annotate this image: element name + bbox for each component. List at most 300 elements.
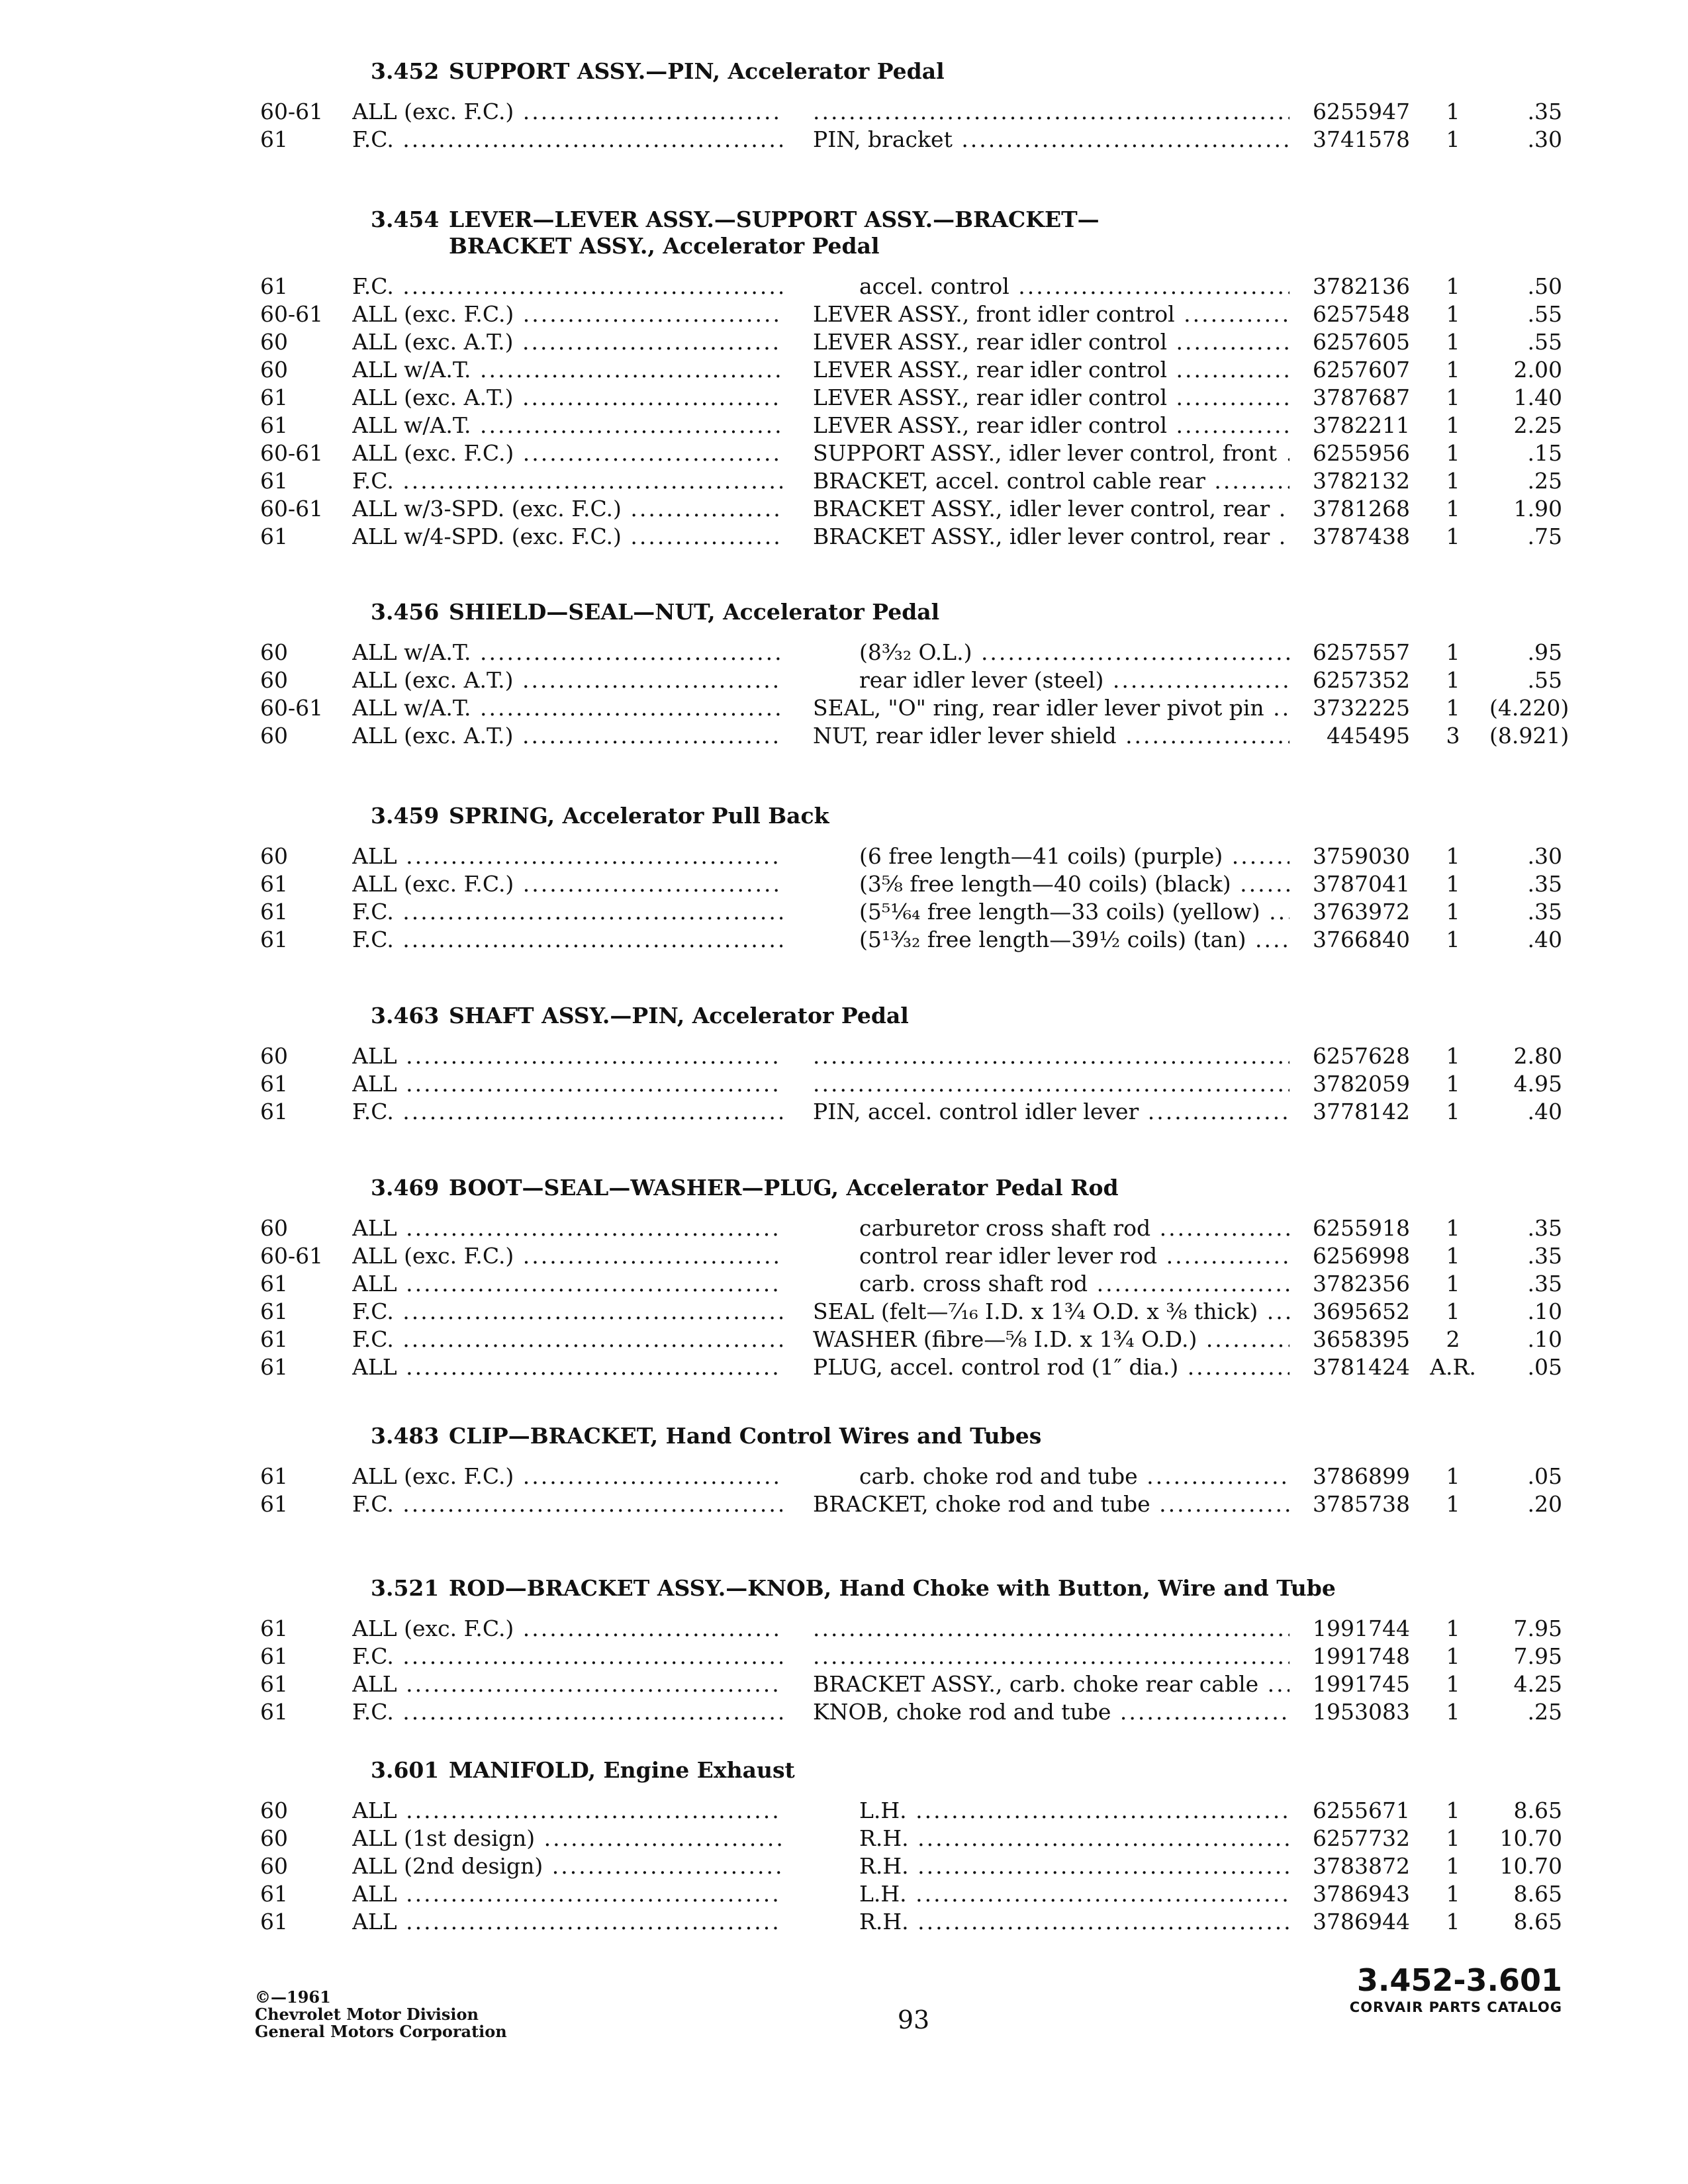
part-number: 3782356 (1313, 1271, 1410, 1297)
model-year: 60 (260, 1853, 288, 1879)
publisher-block (255, 1989, 507, 2040)
quantity: 1 (1446, 1043, 1460, 1069)
parts-table (0, 273, 1688, 551)
section-heading (371, 206, 1100, 259)
applicable-models: ALL w/A.T. ..... (352, 412, 782, 439)
part-row (0, 1908, 1688, 1936)
part-row (0, 1643, 1688, 1670)
applicable-models: F.C. ..... (352, 1643, 782, 1670)
part-number: 1991748 (1313, 1643, 1410, 1669)
part-row (0, 1852, 1688, 1880)
model-year: 61 (260, 1099, 288, 1124)
part-number: 6257557 (1313, 639, 1410, 665)
applicable-models: ALL ..... (352, 842, 782, 870)
model-year: 60-61 (260, 1243, 324, 1269)
section-heading (371, 803, 829, 829)
part-number: 6257605 (1313, 329, 1410, 355)
part-row (0, 1825, 1688, 1852)
part-description: (6 free length—41 coils) (purple) ..... (859, 842, 1289, 870)
model-year: 61 (260, 1615, 288, 1641)
model-year: 61 (260, 1881, 288, 1907)
part-description: BRACKET ASSY., idler lever control, rear ..... (813, 523, 1289, 551)
part-description: SEAL (felt—⁷⁄₁₆ I.D. x 1¾ O.D. x ⅜ thick) ..... (813, 1298, 1289, 1326)
quantity: 1 (1446, 329, 1460, 355)
applicable-models: ALL (2nd design) ..... (352, 1852, 782, 1880)
part-row (0, 523, 1688, 551)
part-number: 3658395 (1313, 1326, 1410, 1352)
part-row (0, 639, 1688, 666)
quantity: 1 (1446, 1463, 1460, 1489)
parts-table (0, 842, 1688, 954)
catalog-footer (1258, 1962, 1562, 2017)
applicable-models: ALL ..... (352, 1270, 782, 1298)
quantity: 1 (1446, 496, 1460, 522)
section-heading (371, 1175, 1119, 1201)
price: .50 (1527, 273, 1562, 299)
part-row (0, 328, 1688, 356)
part-row (0, 1670, 1688, 1698)
applicable-models: ALL (exc. F.C.) ..... (352, 1242, 782, 1270)
price: .35 (1527, 1243, 1562, 1269)
quantity: 1 (1446, 927, 1460, 952)
price: 10.70 (1499, 1825, 1562, 1851)
part-description: R.H. ..... (859, 1908, 1289, 1936)
part-number: 3786899 (1313, 1463, 1410, 1489)
model-year: 61 (260, 126, 288, 152)
section-number: 3.459 (371, 803, 440, 829)
part-number: 3695652 (1313, 1298, 1410, 1324)
price: .35 (1527, 871, 1562, 897)
section-title: ROD—BRACKET ASSY.—KNOB, Hand Choke with Button, Wire and Tube (449, 1575, 1336, 1601)
price: .95 (1527, 639, 1562, 665)
applicable-models: ALL (exc. F.C.) ..... (352, 98, 782, 126)
parts-table (0, 1042, 1688, 1126)
part-number: 6257352 (1313, 667, 1410, 693)
part-description: SUPPORT ASSY., idler lever control, front ..... (813, 439, 1289, 467)
part-description: BRACKET ASSY., idler lever control, rear ..... (813, 495, 1289, 523)
quantity: 1 (1446, 843, 1460, 869)
model-year: 61 (260, 899, 288, 925)
part-number: 3782132 (1313, 468, 1410, 494)
section-title: CLIP—BRACKET, Hand Control Wires and Tubes (449, 1423, 1042, 1449)
quantity: 1 (1446, 1909, 1460, 1934)
part-number: 6256998 (1313, 1243, 1410, 1269)
applicable-models: ALL (exc. A.T.) ..... (352, 722, 782, 750)
parts-table (0, 1797, 1688, 1936)
section-title: SUPPORT ASSY.—PIN, Accelerator Pedal (449, 58, 945, 84)
group-range: 3.452-3.601 (1356, 1962, 1562, 1998)
part-row (0, 1214, 1688, 1242)
price: .75 (1527, 523, 1562, 549)
quantity: 1 (1446, 639, 1460, 665)
part-row (0, 870, 1688, 898)
part-row (0, 495, 1688, 523)
quantity: 1 (1446, 899, 1460, 925)
applicable-models: F.C. ..... (352, 898, 782, 926)
quantity: 1 (1446, 1099, 1460, 1124)
part-row (0, 722, 1688, 750)
part-description: PIN, accel. control idler lever ..... (813, 1098, 1289, 1126)
applicable-models: F.C. ..... (352, 1326, 782, 1353)
part-number: 3781424 (1313, 1354, 1410, 1380)
applicable-models: ALL (1st design) ..... (352, 1825, 782, 1852)
part-description (813, 1070, 1289, 1098)
part-description: KNOB, choke rod and tube ..... (813, 1698, 1289, 1726)
quantity: 1 (1446, 301, 1460, 327)
quantity: 1 (1446, 667, 1460, 693)
part-row (0, 1070, 1688, 1098)
quantity: 1 (1446, 1491, 1460, 1517)
applicable-models: ALL ..... (352, 1214, 782, 1242)
model-year: 60-61 (260, 695, 324, 721)
model-year: 61 (260, 273, 288, 299)
price: .25 (1527, 1699, 1562, 1725)
part-number: 6257607 (1313, 357, 1410, 383)
part-row (0, 98, 1688, 126)
part-number: 3782059 (1313, 1071, 1410, 1097)
division-line: Chevrolet Motor Division (255, 2005, 479, 2024)
part-row (0, 1298, 1688, 1326)
quantity: 1 (1446, 1071, 1460, 1097)
part-description: PIN, bracket ..... (813, 126, 1289, 154)
model-year: 61 (260, 1643, 288, 1669)
price: .30 (1527, 843, 1562, 869)
price: .10 (1527, 1298, 1562, 1324)
part-description: NUT, rear idler lever shield ..... (813, 722, 1289, 750)
part-number: 3759030 (1313, 843, 1410, 869)
part-description: (5⁵¹⁄₆₄ free length—33 coils) (yellow) ..... (859, 898, 1289, 926)
model-year: 61 (260, 1699, 288, 1725)
model-year: 61 (260, 1491, 288, 1517)
part-description: L.H. ..... (859, 1797, 1289, 1825)
applicable-models: ALL w/A.T. ..... (352, 356, 782, 384)
part-row (0, 1463, 1688, 1490)
price: .35 (1527, 1271, 1562, 1297)
part-description: LEVER ASSY., rear idler control ..... (813, 384, 1289, 412)
quantity: 1 (1446, 1825, 1460, 1851)
quantity: 1 (1446, 385, 1460, 410)
quantity: 3 (1446, 723, 1460, 749)
model-year: 61 (260, 1463, 288, 1489)
part-row (0, 1098, 1688, 1126)
price: .15 (1527, 440, 1562, 466)
model-year: 61 (260, 871, 288, 897)
price: (8.921) (1489, 723, 1570, 749)
quantity: 1 (1446, 126, 1460, 152)
part-description (813, 1615, 1289, 1643)
applicable-models: F.C. ..... (352, 1698, 782, 1726)
section-number: 3.483 (371, 1423, 440, 1449)
price: .10 (1527, 1326, 1562, 1352)
model-year: 61 (260, 385, 288, 410)
part-number: 3786943 (1313, 1881, 1410, 1907)
applicable-models: F.C. ..... (352, 467, 782, 495)
part-number: 3783872 (1313, 1853, 1410, 1879)
part-number: 6255947 (1313, 99, 1410, 124)
price: .35 (1527, 99, 1562, 124)
applicable-models: F.C. ..... (352, 1298, 782, 1326)
price: 8.65 (1513, 1797, 1562, 1823)
part-number: 3787687 (1313, 385, 1410, 410)
price: .55 (1527, 667, 1562, 693)
part-description: LEVER ASSY., front idler control ..... (813, 300, 1289, 328)
model-year: 60-61 (260, 99, 324, 124)
copyright-line: ©—1961 (255, 1987, 331, 2007)
part-description: R.H. ..... (859, 1825, 1289, 1852)
part-row (0, 1270, 1688, 1298)
part-row (0, 1880, 1688, 1908)
section-title: SHIELD—SEAL—NUT, Accelerator Pedal (449, 599, 940, 625)
part-row (0, 356, 1688, 384)
model-year: 61 (260, 412, 288, 438)
quantity: 1 (1446, 1853, 1460, 1879)
applicable-models: ALL ..... (352, 1070, 782, 1098)
model-year: 60-61 (260, 496, 324, 522)
quantity: 1 (1446, 1271, 1460, 1297)
price: 8.65 (1513, 1909, 1562, 1934)
applicable-models: ALL w/3-SPD. (exc. F.C.) ..... (352, 495, 782, 523)
section-title: SPRING, Accelerator Pull Back (449, 803, 829, 829)
part-row (0, 1698, 1688, 1726)
section-number: 3.456 (371, 599, 440, 625)
part-row (0, 666, 1688, 694)
section-title: SHAFT ASSY.—PIN, Accelerator Pedal (449, 1003, 909, 1028)
price: (4.220) (1489, 695, 1570, 721)
price: 1.40 (1513, 385, 1562, 410)
part-description: (8³⁄₃₂ O.L.) ..... (859, 639, 1289, 666)
section-title-continued: BRACKET ASSY., Accelerator Pedal (449, 233, 880, 259)
quantity: 1 (1446, 1699, 1460, 1725)
model-year: 60 (260, 723, 288, 749)
applicable-models: F.C. ..... (352, 1490, 782, 1518)
part-row (0, 1353, 1688, 1381)
part-row (0, 1797, 1688, 1825)
part-row (0, 300, 1688, 328)
part-row (0, 126, 1688, 154)
price: .30 (1527, 126, 1562, 152)
applicable-models: ALL w/A.T. ..... (352, 694, 782, 722)
part-number: 6255918 (1313, 1215, 1410, 1241)
applicable-models: F.C. ..... (352, 926, 782, 954)
section-heading (371, 1757, 795, 1784)
model-year: 61 (260, 1326, 288, 1352)
quantity: 1 (1446, 412, 1460, 438)
parts-table (0, 1463, 1688, 1518)
section-heading (371, 599, 939, 625)
price: 7.95 (1513, 1643, 1562, 1669)
applicable-models: F.C. ..... (352, 273, 782, 300)
part-number: 6257732 (1313, 1825, 1410, 1851)
part-description: LEVER ASSY., rear idler control ..... (813, 356, 1289, 384)
part-number: 445495 (1327, 723, 1410, 749)
parts-table (0, 1214, 1688, 1381)
model-year: 60 (260, 1043, 288, 1069)
model-year: 60 (260, 1825, 288, 1851)
model-year: 60 (260, 357, 288, 383)
part-number: 3787041 (1313, 871, 1410, 897)
quantity: 1 (1446, 1243, 1460, 1269)
corporation-line: General Motors Corporation (255, 2022, 507, 2041)
applicable-models: ALL ..... (352, 1797, 782, 1825)
part-description: PLUG, accel. control rod (1″ dia.) ..... (813, 1353, 1289, 1381)
section-title: MANIFOLD, Engine Exhaust (449, 1757, 795, 1783)
part-description: accel. control ..... (859, 273, 1289, 300)
part-row (0, 1326, 1688, 1353)
section-number: 3.463 (371, 1003, 440, 1028)
quantity: 1 (1446, 357, 1460, 383)
part-row (0, 273, 1688, 300)
price: 2.25 (1513, 412, 1562, 438)
price: .55 (1527, 329, 1562, 355)
price: 2.80 (1513, 1043, 1562, 1069)
applicable-models: F.C. ..... (352, 126, 782, 154)
applicable-models: ALL ..... (352, 1042, 782, 1070)
part-number: 1953083 (1313, 1699, 1410, 1725)
applicable-models: ALL (exc. A.T.) ..... (352, 666, 782, 694)
part-number: 3782211 (1313, 412, 1410, 438)
section-number: 3.521 (371, 1575, 440, 1601)
model-year: 60 (260, 667, 288, 693)
model-year: 60 (260, 1797, 288, 1823)
price: .40 (1527, 927, 1562, 952)
part-number: 3786944 (1313, 1909, 1410, 1934)
quantity: 1 (1446, 273, 1460, 299)
part-description: control rear idler lever rod ..... (859, 1242, 1289, 1270)
section-title: LEVER—LEVER ASSY.—SUPPORT ASSY.—BRACKET— (449, 206, 1100, 232)
price: 1.90 (1513, 496, 1562, 522)
part-description: R.H. ..... (859, 1852, 1289, 1880)
quantity: 1 (1446, 1298, 1460, 1324)
model-year: 61 (260, 1354, 288, 1380)
part-row (0, 1242, 1688, 1270)
section-number: 3.601 (371, 1757, 440, 1783)
model-year: 60 (260, 843, 288, 869)
applicable-models: ALL w/A.T. ..... (352, 639, 782, 666)
part-number: 3785738 (1313, 1491, 1410, 1517)
price: .05 (1527, 1463, 1562, 1489)
section-heading (371, 1575, 1336, 1602)
quantity: 1 (1446, 99, 1460, 124)
quantity: A.R. (1430, 1354, 1476, 1380)
applicable-models: ALL w/4-SPD. (exc. F.C.) ..... (352, 523, 782, 551)
part-row (0, 1490, 1688, 1518)
price: .05 (1527, 1354, 1562, 1380)
part-number: 3763972 (1313, 899, 1410, 925)
part-number: 6257628 (1313, 1043, 1410, 1069)
page-number: 93 (897, 2005, 930, 2034)
quantity: 1 (1446, 695, 1460, 721)
part-description: BRACKET ASSY., carb. choke rear cable ..... (813, 1670, 1289, 1698)
quantity: 1 (1446, 1671, 1460, 1697)
model-year: 60 (260, 329, 288, 355)
part-description: WASHER (fibre—⅝ I.D. x 1¾ O.D.) ..... (813, 1326, 1289, 1353)
part-description: carb. choke rod and tube ..... (859, 1463, 1289, 1490)
model-year: 61 (260, 1298, 288, 1324)
part-row (0, 898, 1688, 926)
part-number: 3732225 (1313, 695, 1410, 721)
part-number: 1991745 (1313, 1671, 1410, 1697)
price: .35 (1527, 1215, 1562, 1241)
part-number: 6255956 (1313, 440, 1410, 466)
section-heading (371, 1003, 909, 1029)
applicable-models: ALL (exc. F.C.) ..... (352, 300, 782, 328)
model-year: 60-61 (260, 440, 324, 466)
part-row (0, 1615, 1688, 1643)
part-row (0, 926, 1688, 954)
model-year: 60 (260, 1215, 288, 1241)
applicable-models: ALL (exc. F.C.) ..... (352, 439, 782, 467)
parts-table (0, 1615, 1688, 1726)
model-year: 61 (260, 468, 288, 494)
parts-table (0, 639, 1688, 750)
price: 10.70 (1499, 1853, 1562, 1879)
model-year: 61 (260, 1909, 288, 1934)
model-year: 61 (260, 1271, 288, 1297)
quantity: 1 (1446, 1643, 1460, 1669)
applicable-models: ALL ..... (352, 1880, 782, 1908)
part-description: rear idler lever (steel) ..... (859, 666, 1289, 694)
part-description: carb. cross shaft rod ..... (859, 1270, 1289, 1298)
section-heading (371, 58, 945, 85)
part-row (0, 439, 1688, 467)
part-number: 1991744 (1313, 1615, 1410, 1641)
price: .40 (1527, 1099, 1562, 1124)
part-number: 3766840 (1313, 927, 1410, 952)
quantity: 1 (1446, 1615, 1460, 1641)
model-year: 61 (260, 927, 288, 952)
part-description: L.H. ..... (859, 1880, 1289, 1908)
price: 4.95 (1513, 1071, 1562, 1097)
part-description: LEVER ASSY., rear idler control ..... (813, 328, 1289, 356)
part-description: BRACKET, accel. control cable rear ..... (813, 467, 1289, 495)
part-row (0, 694, 1688, 722)
catalog-name: CORVAIR PARTS CATALOG (1349, 1999, 1562, 2015)
part-description (813, 98, 1289, 126)
model-year: 60 (260, 639, 288, 665)
applicable-models: ALL (exc. F.C.) ..... (352, 1615, 782, 1643)
part-row (0, 842, 1688, 870)
applicable-models: ALL (exc. A.T.) ..... (352, 328, 782, 356)
part-row (0, 467, 1688, 495)
price: 7.95 (1513, 1615, 1562, 1641)
quantity: 1 (1446, 1797, 1460, 1823)
applicable-models: ALL (exc. F.C.) ..... (352, 1463, 782, 1490)
part-number: 3787438 (1313, 523, 1410, 549)
applicable-models: ALL (exc. F.C.) ..... (352, 870, 782, 898)
price: .35 (1527, 899, 1562, 925)
quantity: 1 (1446, 440, 1460, 466)
quantity: 2 (1446, 1326, 1460, 1352)
quantity: 1 (1446, 1215, 1460, 1241)
applicable-models: ALL (exc. A.T.) ..... (352, 384, 782, 412)
model-year: 61 (260, 1671, 288, 1697)
part-description: (5¹³⁄₃₂ free length—39½ coils) (tan) ..... (859, 926, 1289, 954)
part-description: LEVER ASSY., rear idler control ..... (813, 412, 1289, 439)
part-row (0, 412, 1688, 439)
section-heading (371, 1423, 1041, 1449)
price: .25 (1527, 468, 1562, 494)
price: 4.25 (1513, 1671, 1562, 1697)
model-year: 61 (260, 523, 288, 549)
parts-table (0, 98, 1688, 154)
part-number: 6255671 (1313, 1797, 1410, 1823)
part-description: (3⁵⁄₈ free length—40 coils) (black) ..... (859, 870, 1289, 898)
part-row (0, 1042, 1688, 1070)
price: 2.00 (1513, 357, 1562, 383)
part-description (813, 1042, 1289, 1070)
part-number: 3741578 (1313, 126, 1410, 152)
section-number: 3.452 (371, 58, 440, 84)
